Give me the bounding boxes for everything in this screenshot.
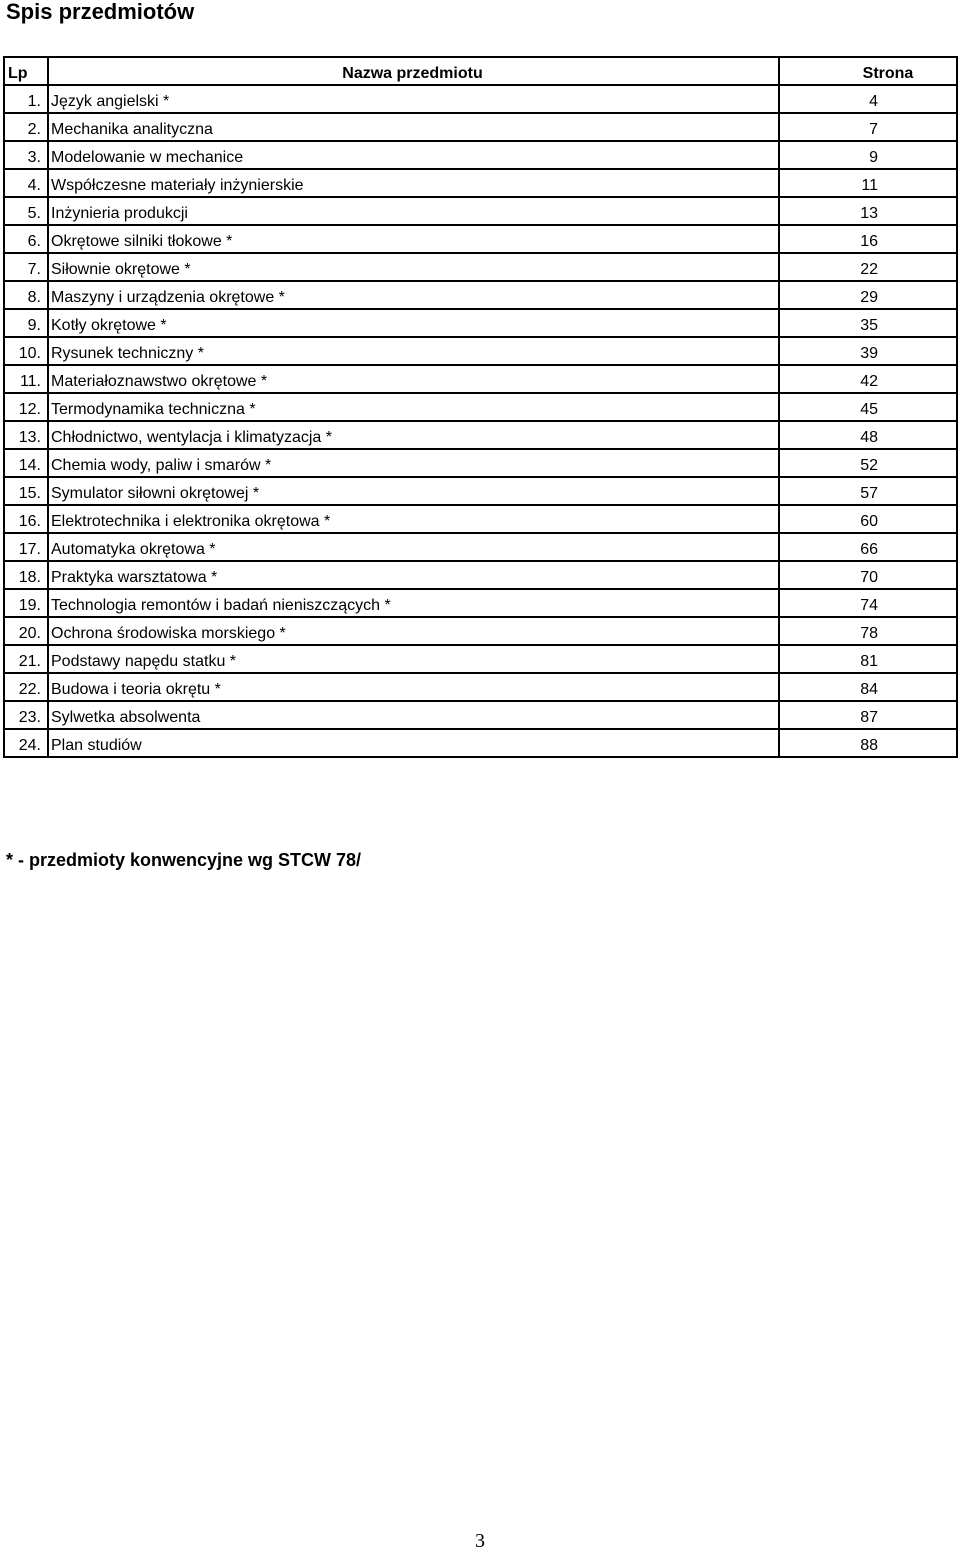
subject-name: Automatyka okrętowa * bbox=[48, 533, 779, 561]
table-row bbox=[4, 477, 957, 505]
subject-name: Termodynamika techniczna * bbox=[48, 393, 779, 421]
table-row bbox=[4, 141, 957, 169]
contents-table bbox=[3, 56, 958, 758]
subject-name: Modelowanie w mechanice bbox=[48, 141, 779, 169]
table-header-row bbox=[4, 57, 957, 85]
page-title: Spis przedmiotów bbox=[6, 0, 195, 24]
table-row bbox=[4, 645, 957, 673]
row-number: 8. bbox=[4, 281, 48, 309]
row-number: 16. bbox=[4, 505, 48, 533]
page-ref: 87 bbox=[779, 701, 957, 729]
table-row bbox=[4, 533, 957, 561]
table-row bbox=[4, 617, 957, 645]
page-ref: 35 bbox=[779, 309, 957, 337]
page-ref: 11 bbox=[779, 169, 957, 197]
subject-name: Chemia wody, paliw i smarów * bbox=[48, 449, 779, 477]
row-number: 13. bbox=[4, 421, 48, 449]
row-number: 23. bbox=[4, 701, 48, 729]
table-row bbox=[4, 393, 957, 421]
subject-name: Elektrotechnika i elektronika okrętowa * bbox=[48, 505, 779, 533]
row-number: 5. bbox=[4, 197, 48, 225]
page-ref: 9 bbox=[779, 141, 957, 169]
subject-name: Plan studiów bbox=[48, 729, 779, 757]
table-row bbox=[4, 281, 957, 309]
table-row bbox=[4, 505, 957, 533]
table-row bbox=[4, 337, 957, 365]
page-ref: 78 bbox=[779, 617, 957, 645]
subject-name: Technologia remontów i badań nieniszczących * bbox=[48, 589, 779, 617]
subject-name: Podstawy napędu statku * bbox=[48, 645, 779, 673]
subject-name: Inżynieria produkcji bbox=[48, 197, 779, 225]
table-row bbox=[4, 561, 957, 589]
row-number: 1. bbox=[4, 85, 48, 113]
table-row bbox=[4, 421, 957, 449]
subject-name: Sylwetka absolwenta bbox=[48, 701, 779, 729]
page-ref: 60 bbox=[779, 505, 957, 533]
subject-name: Ochrona środowiska morskiego * bbox=[48, 617, 779, 645]
page-ref: 70 bbox=[779, 561, 957, 589]
table-row bbox=[4, 701, 957, 729]
table-row bbox=[4, 365, 957, 393]
row-number: 7. bbox=[4, 253, 48, 281]
row-number: 10. bbox=[4, 337, 48, 365]
subject-name: Język angielski * bbox=[48, 85, 779, 113]
row-number: 21. bbox=[4, 645, 48, 673]
table-row bbox=[4, 673, 957, 701]
page-ref: 84 bbox=[779, 673, 957, 701]
row-number: 18. bbox=[4, 561, 48, 589]
page-ref: 22 bbox=[779, 253, 957, 281]
table-row bbox=[4, 225, 957, 253]
page-ref: 13 bbox=[779, 197, 957, 225]
subject-name: Materiałoznawstwo okrętowe * bbox=[48, 365, 779, 393]
table-row bbox=[4, 253, 957, 281]
header-lp: Lp bbox=[4, 57, 48, 85]
row-number: 12. bbox=[4, 393, 48, 421]
subject-name: Rysunek techniczny * bbox=[48, 337, 779, 365]
row-number: 15. bbox=[4, 477, 48, 505]
footnote: * - przedmioty konwencyjne wg STCW 78/ bbox=[6, 850, 362, 870]
page-ref: 81 bbox=[779, 645, 957, 673]
row-number: 17. bbox=[4, 533, 48, 561]
subject-name: Mechanika analityczna bbox=[48, 113, 779, 141]
subject-name: Symulator siłowni okrętowej * bbox=[48, 477, 779, 505]
row-number: 11. bbox=[4, 365, 48, 393]
page-ref: 74 bbox=[779, 589, 957, 617]
subject-name: Kotły okrętowe * bbox=[48, 309, 779, 337]
page-ref: 29 bbox=[779, 281, 957, 309]
page-ref: 16 bbox=[779, 225, 957, 253]
row-number: 4. bbox=[4, 169, 48, 197]
page-ref: 57 bbox=[779, 477, 957, 505]
subject-name: Maszyny i urządzenia okrętowe * bbox=[48, 281, 779, 309]
row-number: 2. bbox=[4, 113, 48, 141]
row-number: 24. bbox=[4, 729, 48, 757]
subject-name: Współczesne materiały inżynierskie bbox=[48, 169, 779, 197]
table-row bbox=[4, 85, 957, 113]
table-row bbox=[4, 309, 957, 337]
page-ref: 45 bbox=[779, 393, 957, 421]
subject-name: Praktyka warsztatowa * bbox=[48, 561, 779, 589]
subject-name: Okrętowe silniki tłokowe * bbox=[48, 225, 779, 253]
row-number: 6. bbox=[4, 225, 48, 253]
subject-name: Chłodnictwo, wentylacja i klimatyzacja * bbox=[48, 421, 779, 449]
row-number: 20. bbox=[4, 617, 48, 645]
page-ref: 4 bbox=[779, 85, 957, 113]
table-row bbox=[4, 197, 957, 225]
page-ref: 88 bbox=[779, 729, 957, 757]
table-row bbox=[4, 589, 957, 617]
table-row bbox=[4, 169, 957, 197]
row-number: 19. bbox=[4, 589, 48, 617]
table-row bbox=[4, 449, 957, 477]
row-number: 9. bbox=[4, 309, 48, 337]
page-ref: 66 bbox=[779, 533, 957, 561]
subject-name: Budowa i teoria okrętu * bbox=[48, 673, 779, 701]
page-number: 3 bbox=[475, 1530, 485, 1552]
page-ref: 48 bbox=[779, 421, 957, 449]
header-page: Strona bbox=[779, 57, 957, 85]
row-number: 3. bbox=[4, 141, 48, 169]
row-number: 14. bbox=[4, 449, 48, 477]
subject-name: Siłownie okrętowe * bbox=[48, 253, 779, 281]
page-ref: 42 bbox=[779, 365, 957, 393]
page-ref: 7 bbox=[779, 113, 957, 141]
header-subject-name: Nazwa przedmiotu bbox=[48, 57, 779, 85]
table-body bbox=[4, 85, 957, 757]
page-ref: 52 bbox=[779, 449, 957, 477]
table-row bbox=[4, 729, 957, 757]
row-number: 22. bbox=[4, 673, 48, 701]
table-row bbox=[4, 113, 957, 141]
page-ref: 39 bbox=[779, 337, 957, 365]
